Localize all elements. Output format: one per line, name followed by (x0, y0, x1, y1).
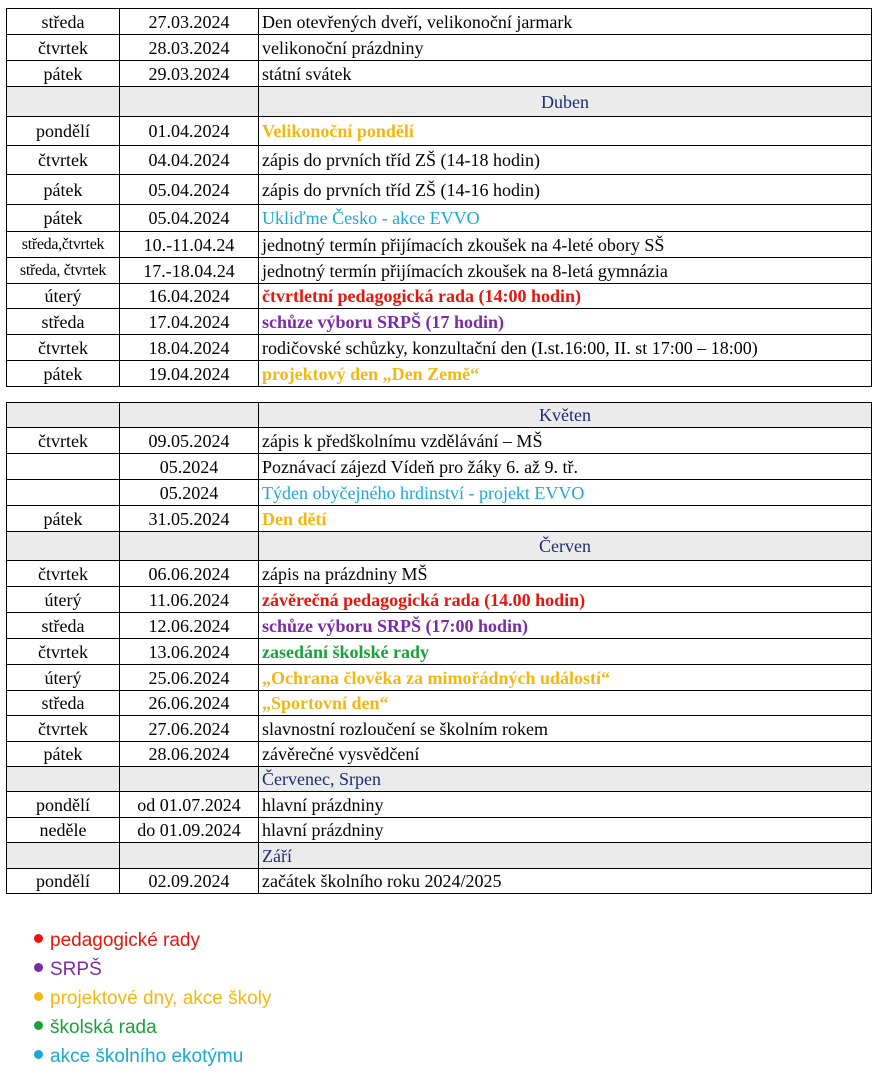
event-description: schůze výboru SRPŠ (17:00 hodin) (259, 613, 872, 639)
event-date: 25.06.2024 (120, 665, 259, 691)
event-date: 31.05.2024 (120, 506, 259, 532)
event-date: 12.06.2024 (120, 613, 259, 639)
event-date: 26.06.2024 (120, 691, 259, 716)
month-name: Květen (259, 403, 872, 428)
event-row (7, 742, 872, 767)
event-row (7, 480, 872, 506)
event-date: 19.04.2024 (120, 361, 259, 387)
event-row (7, 35, 872, 61)
event-row (7, 205, 872, 232)
event-row (7, 454, 872, 480)
event-date: 13.06.2024 (120, 639, 259, 665)
month-header-empty-cell (120, 767, 259, 792)
month-header-empty-cell (7, 403, 120, 428)
event-day: středa, čtvrtek (7, 258, 120, 284)
event-row (7, 428, 872, 454)
bullet-dot-icon (34, 992, 43, 1001)
event-day: pátek (7, 742, 120, 767)
event-row (7, 175, 872, 205)
month-name: Červenec, Srpen (259, 767, 872, 792)
event-date: 18.04.2024 (120, 335, 259, 361)
calendar-table-march-april (6, 8, 872, 387)
event-row (7, 587, 872, 613)
month-header-row (7, 767, 872, 792)
month-header-empty-cell (120, 532, 259, 561)
event-description: slavnostní rozloučení se školním rokem (259, 716, 872, 742)
event-day: neděle (7, 818, 120, 843)
month-header-row (7, 843, 872, 869)
event-row (7, 665, 872, 691)
event-day: čtvrtek (7, 716, 120, 742)
event-date: 05.2024 (120, 454, 259, 480)
event-date: 02.09.2024 (120, 869, 259, 894)
event-date: 01.04.2024 (120, 117, 259, 146)
event-date: 29.03.2024 (120, 61, 259, 87)
event-row (7, 284, 872, 309)
event-date: 28.03.2024 (120, 35, 259, 61)
event-date: 05.04.2024 (120, 205, 259, 232)
month-header-row (7, 87, 872, 117)
event-row (7, 613, 872, 639)
event-day: středa (7, 691, 120, 716)
month-header-empty-cell (7, 767, 120, 792)
event-date: 10.-11.04.24 (120, 232, 259, 258)
event-day: středa (7, 613, 120, 639)
event-description: Velikonoční pondělí (259, 117, 872, 146)
legend-item (34, 984, 271, 1013)
event-description: čtvrtletní pedagogická rada (14:00 hodin) (259, 284, 872, 309)
event-description: schůze výboru SRPŠ (17 hodin) (259, 309, 872, 335)
event-date: 06.06.2024 (120, 561, 259, 587)
legend-item (34, 1013, 271, 1042)
event-description: začátek školního roku 2024/2025 (259, 869, 872, 894)
month-name: Září (259, 843, 872, 869)
event-date: 28.06.2024 (120, 742, 259, 767)
event-day: pondělí (7, 117, 120, 146)
event-description: „Ochrana člověka za mimořádných událostí“ (259, 665, 872, 691)
event-row (7, 232, 872, 258)
event-row (7, 146, 872, 175)
event-description: rodičovské schůzky, konzultační den (I.st.16:00, II. st 17:00 – 18:00) (259, 335, 872, 361)
event-row (7, 9, 872, 35)
event-day: středa (7, 9, 120, 35)
event-date: 27.03.2024 (120, 9, 259, 35)
event-description: projektový den „Den Země“ (259, 361, 872, 387)
event-row (7, 506, 872, 532)
event-description: velikonoční prázdniny (259, 35, 872, 61)
event-row (7, 117, 872, 146)
event-row (7, 869, 872, 894)
event-day: pátek (7, 506, 120, 532)
bullet-dot-icon (34, 934, 43, 943)
event-row (7, 691, 872, 716)
legend-item (34, 1042, 271, 1071)
event-day: pátek (7, 175, 120, 205)
event-date: 17.-18.04.24 (120, 258, 259, 284)
month-header-empty-cell (7, 87, 120, 117)
month-header-row (7, 403, 872, 428)
legend-label: pedagogické rady (50, 930, 200, 951)
legend-item (34, 926, 271, 955)
month-header-empty-cell (7, 843, 120, 869)
event-description: Ukliďme Česko - akce EVVO (259, 205, 872, 232)
event-description: zápis na prázdniny MŠ (259, 561, 872, 587)
event-row (7, 335, 872, 361)
legend-label: akce školního ekotýmu (50, 1046, 244, 1067)
month-header-empty-cell (120, 843, 259, 869)
calendar-table-may-september (6, 402, 872, 894)
event-day (7, 480, 120, 506)
event-description: zápis k předškolnímu vzdělávání – MŠ (259, 428, 872, 454)
event-date: od 01.07.2024 (120, 792, 259, 818)
event-description: jednotný termín přijímacích zkoušek na 8-letá gymnázia (259, 258, 872, 284)
event-date: 04.04.2024 (120, 146, 259, 175)
event-date: do 01.09.2024 (120, 818, 259, 843)
event-date: 09.05.2024 (120, 428, 259, 454)
month-header-empty-cell (120, 87, 259, 117)
event-day: čtvrtek (7, 146, 120, 175)
event-description: hlavní prázdniny (259, 792, 872, 818)
event-date: 27.06.2024 (120, 716, 259, 742)
event-description: Poznávací zájezd Vídeň pro žáky 6. až 9. tř. (259, 454, 872, 480)
event-day: pátek (7, 361, 120, 387)
month-header-empty-cell (7, 532, 120, 561)
bullet-dot-icon (34, 1021, 43, 1030)
legend-label: projektové dny, akce školy (50, 988, 272, 1009)
event-day: čtvrtek (7, 639, 120, 665)
bullet-dot-icon (34, 963, 43, 972)
event-date: 05.04.2024 (120, 175, 259, 205)
event-day: pátek (7, 205, 120, 232)
event-row (7, 561, 872, 587)
event-row (7, 818, 872, 843)
color-legend (34, 926, 271, 1071)
event-day: pondělí (7, 869, 120, 894)
bullet-dot-icon (34, 1050, 43, 1059)
event-day: úterý (7, 284, 120, 309)
event-date: 05.2024 (120, 480, 259, 506)
event-day (7, 454, 120, 480)
event-description: jednotný termín přijímacích zkoušek na 4-leté obory SŠ (259, 232, 872, 258)
event-day: úterý (7, 665, 120, 691)
legend-label: SRPŠ (50, 959, 102, 980)
month-header-empty-cell (120, 403, 259, 428)
event-description: státní svátek (259, 61, 872, 87)
event-day: pondělí (7, 792, 120, 818)
event-row (7, 716, 872, 742)
event-description: Den dětí (259, 506, 872, 532)
legend-item (34, 955, 271, 984)
event-day: čtvrtek (7, 428, 120, 454)
event-row (7, 61, 872, 87)
event-day: čtvrtek (7, 561, 120, 587)
month-name: Červen (259, 532, 872, 561)
event-description: „Sportovní den“ (259, 691, 872, 716)
event-date: 11.06.2024 (120, 587, 259, 613)
event-row (7, 639, 872, 665)
event-description: zasedání školské rady (259, 639, 872, 665)
event-row (7, 309, 872, 335)
event-description: závěrečná pedagogická rada (14.00 hodin) (259, 587, 872, 613)
event-row (7, 361, 872, 387)
event-description: zápis do prvních tříd ZŠ (14-18 hodin) (259, 146, 872, 175)
month-name: Duben (259, 87, 872, 117)
event-day: středa (7, 309, 120, 335)
event-description: Týden obyčejného hrdinství - projekt EVVO (259, 480, 872, 506)
event-day: pátek (7, 61, 120, 87)
month-header-row (7, 532, 872, 561)
event-row (7, 792, 872, 818)
event-day: čtvrtek (7, 335, 120, 361)
event-description: Den otevřených dveří, velikonoční jarmark (259, 9, 872, 35)
event-date: 16.04.2024 (120, 284, 259, 309)
event-description: závěrečné vysvědčení (259, 742, 872, 767)
event-day: čtvrtek (7, 35, 120, 61)
event-row (7, 258, 872, 284)
event-description: hlavní prázdniny (259, 818, 872, 843)
legend-label: školská rada (50, 1017, 157, 1038)
event-date: 17.04.2024 (120, 309, 259, 335)
event-day: středa,čtvrtek (7, 232, 120, 258)
event-description: zápis do prvních tříd ZŠ (14-16 hodin) (259, 175, 872, 205)
event-day: úterý (7, 587, 120, 613)
